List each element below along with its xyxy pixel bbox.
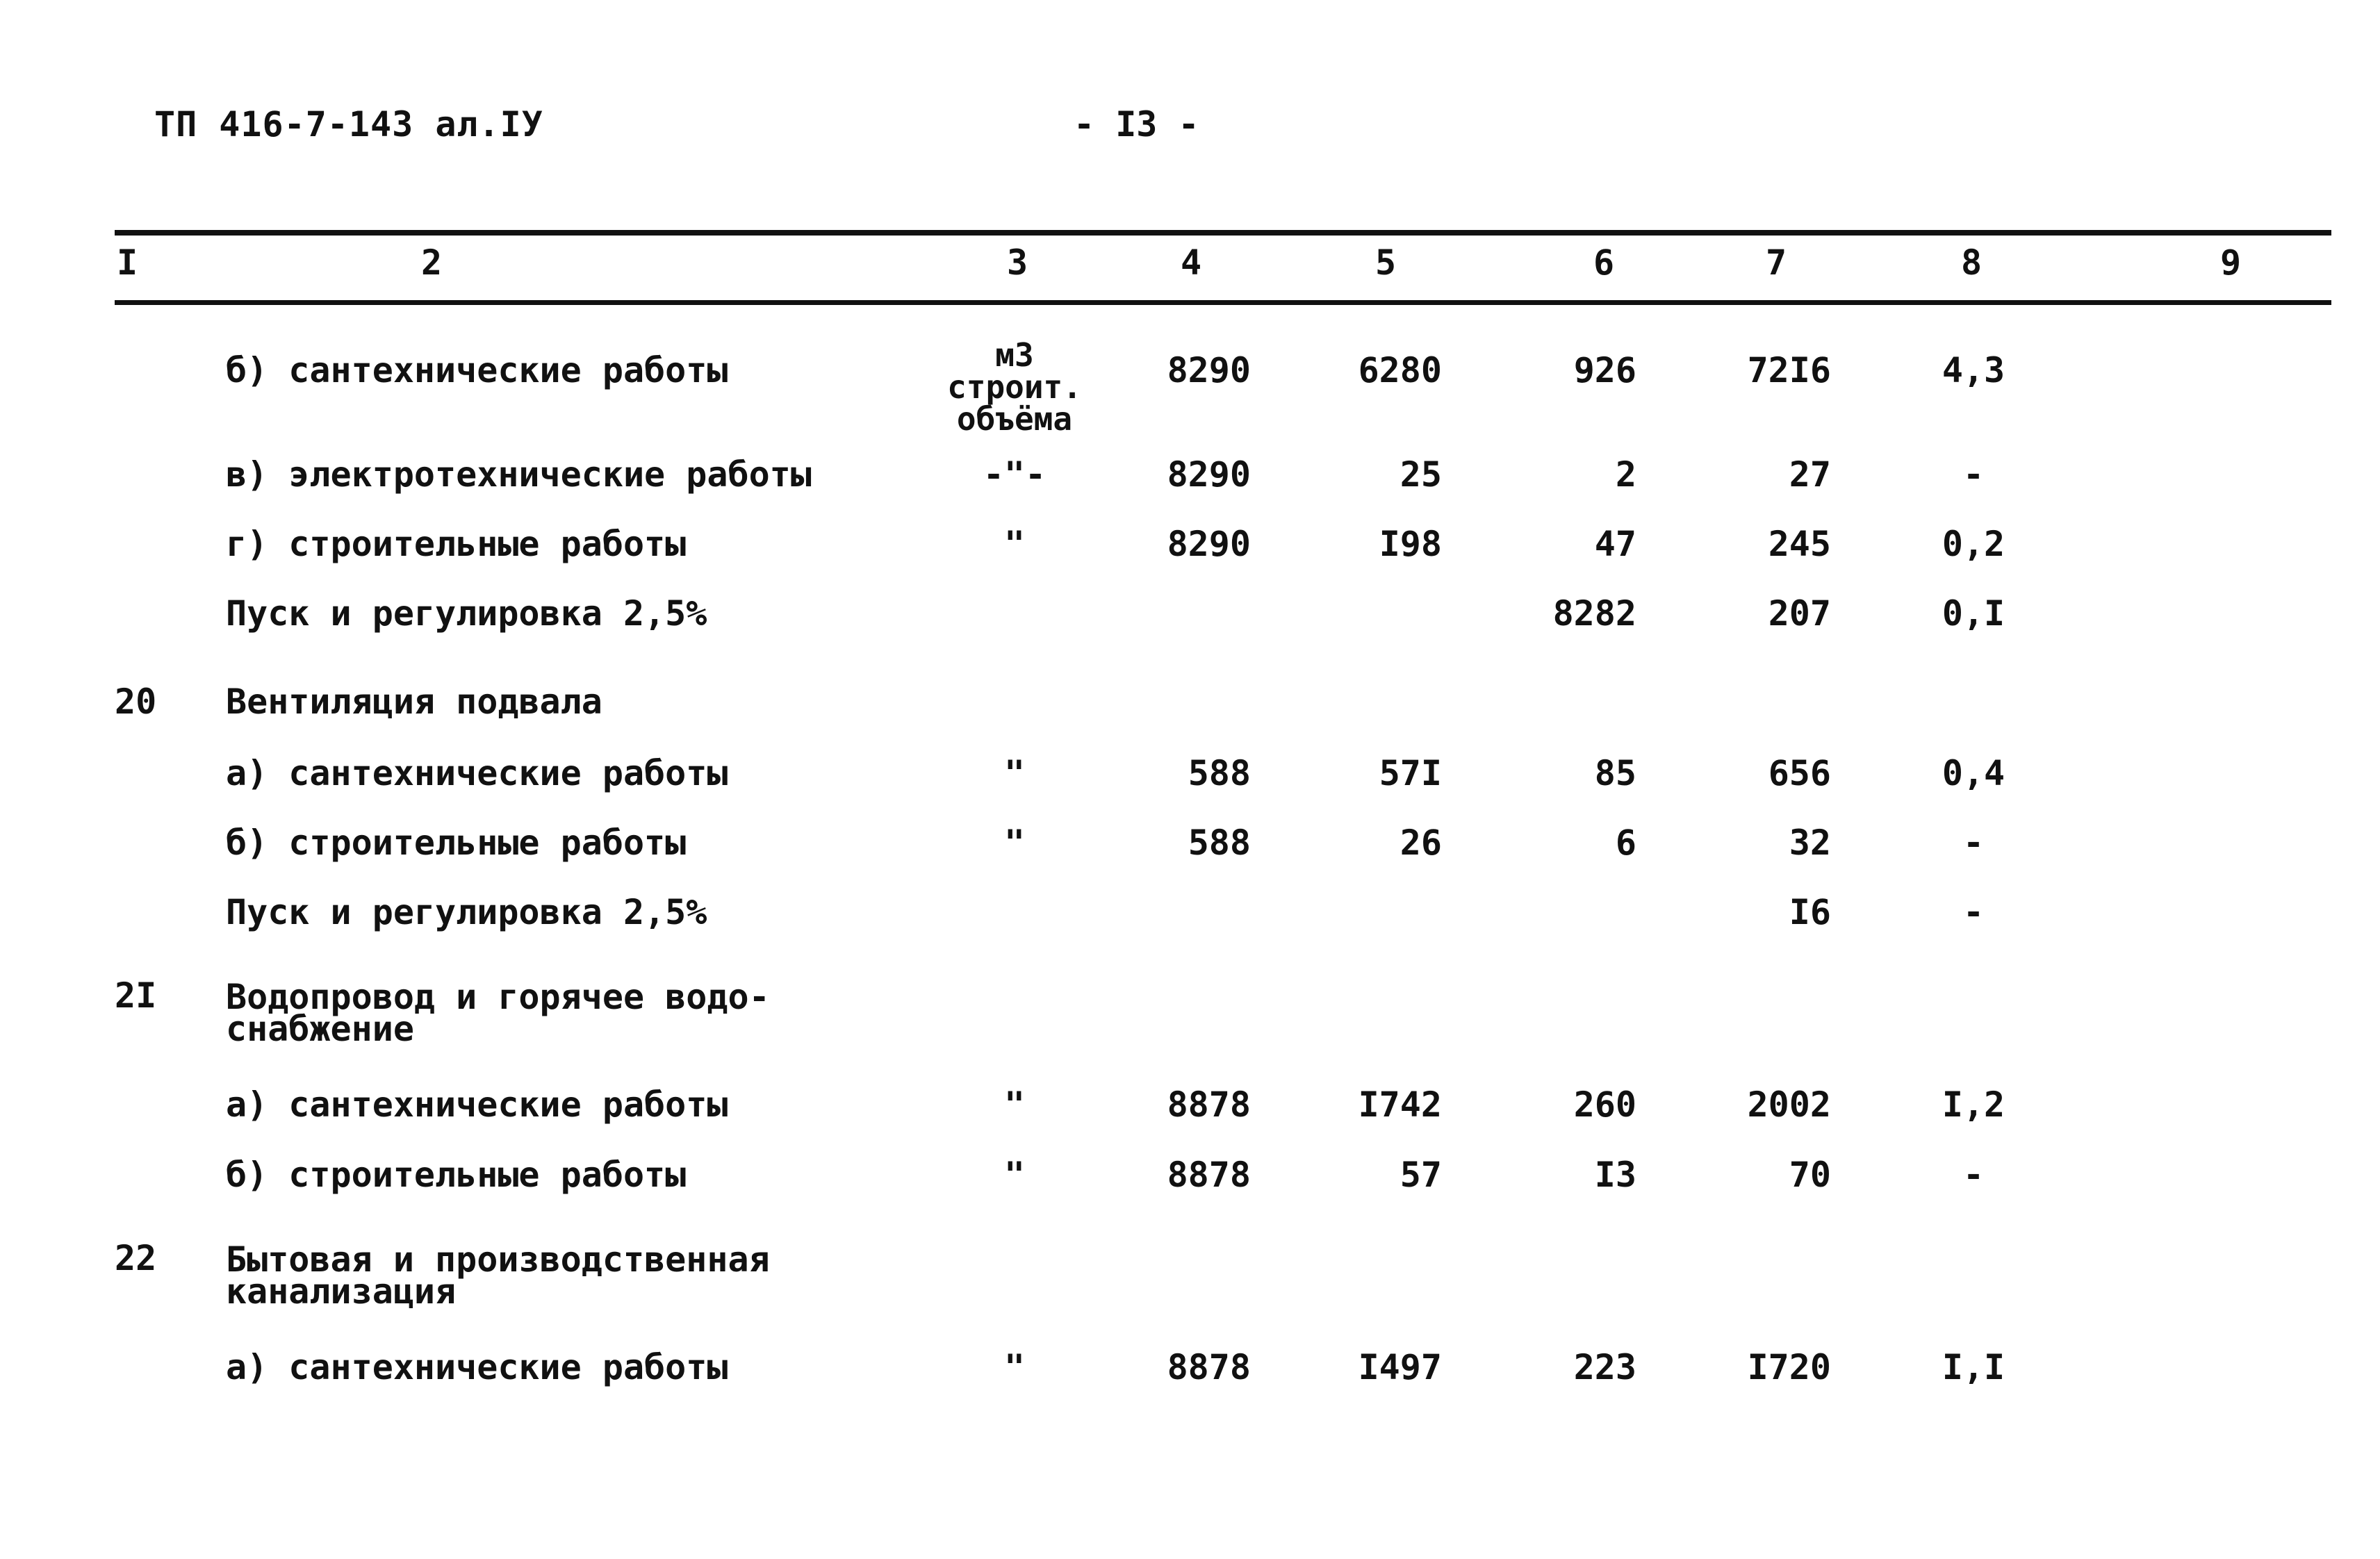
item-number: 2I: [115, 975, 157, 1016]
section-title: Вентиляция подвала: [226, 682, 602, 722]
value-col-7: 2002: [1747, 1084, 1831, 1125]
column-header-3: 3: [1007, 242, 1028, 283]
column-header-6: 6: [1593, 242, 1615, 283]
work-name: а) сантехнические работы: [226, 753, 728, 793]
value-col-7: 72I6: [1747, 350, 1831, 390]
table-top-rule: [115, 230, 2331, 236]
value-col-8: I,I: [1942, 1347, 2005, 1387]
unit-of-measure: ": [1003, 753, 1026, 793]
work-name: а) сантехнические работы: [226, 1347, 728, 1387]
value-col-7: I720: [1747, 1347, 1831, 1387]
work-name: а) сантехнические работы: [226, 1084, 728, 1125]
value-col-8: 0,2: [1942, 524, 2005, 564]
value-col-5: I742: [1358, 1084, 1442, 1125]
value-col-5: 6280: [1358, 350, 1442, 390]
value-col-4: 8290: [1167, 350, 1251, 390]
table-header-rule: [115, 300, 2331, 305]
column-header-4: 4: [1181, 242, 1202, 283]
value-col-8: I,2: [1942, 1084, 2005, 1125]
column-header-7: 7: [1766, 242, 1787, 283]
value-col-4: 8290: [1167, 524, 1251, 564]
value-col-8: 0,4: [1942, 753, 2005, 793]
value-col-7: 27: [1789, 454, 1831, 495]
work-name: в) электротехнические работы: [226, 454, 812, 495]
value-col-6: 47: [1594, 524, 1636, 564]
column-header-8: 8: [1961, 242, 1983, 283]
value-col-4: 588: [1188, 823, 1251, 863]
section-title: Водопровод и горячее водо- снабжение: [226, 977, 770, 1049]
value-col-7: 245: [1768, 524, 1831, 564]
value-col-6: 8282: [1552, 593, 1636, 634]
value-col-7: I6: [1789, 892, 1831, 932]
work-name: г) строительные работы: [226, 524, 687, 564]
document-code: ТП 416-7-143 ал.IУ: [154, 104, 543, 145]
unit-of-measure: ": [1003, 1347, 1026, 1387]
value-col-6: 926: [1573, 350, 1636, 390]
unit-of-measure: ": [1003, 1084, 1026, 1125]
unit-of-measure: ": [1003, 524, 1026, 564]
value-col-7: 32: [1789, 823, 1831, 863]
page-number: - I3 -: [1074, 104, 1199, 145]
value-col-8: -: [1962, 823, 1985, 863]
unit-of-measure: ": [1003, 823, 1026, 863]
work-name: б) строительные работы: [226, 1155, 687, 1195]
column-header-5: 5: [1375, 242, 1397, 283]
unit-of-measure: -"-: [983, 454, 1047, 495]
value-col-6: 2: [1615, 454, 1636, 495]
value-col-5: I98: [1379, 524, 1442, 564]
value-col-8: 4,3: [1942, 350, 2005, 390]
page-header: [0, 104, 2380, 153]
value-col-8: 0,I: [1942, 593, 2005, 634]
unit-of-measure: ": [1003, 1155, 1026, 1195]
value-col-4: 8878: [1167, 1084, 1251, 1125]
column-header-9: 9: [2220, 242, 2242, 283]
value-col-5: 57: [1400, 1155, 1442, 1195]
value-col-4: 8878: [1167, 1347, 1251, 1387]
section-title: Бытовая и производственная канализация: [226, 1239, 770, 1312]
work-name: б) строительные работы: [226, 823, 687, 863]
value-col-8: -: [1962, 1155, 1985, 1195]
value-col-5: 57I: [1379, 753, 1442, 793]
value-col-7: 70: [1789, 1155, 1831, 1195]
item-number: 22: [115, 1238, 157, 1278]
work-name: Пуск и регулировка 2,5%: [226, 892, 707, 932]
value-col-5: 26: [1400, 823, 1442, 863]
value-col-4: 8290: [1167, 454, 1251, 495]
unit-of-measure: м3 строит. объёма: [947, 336, 1082, 438]
value-col-6: I3: [1594, 1155, 1636, 1195]
value-col-6: 85: [1594, 753, 1636, 793]
value-col-4: 8878: [1167, 1155, 1251, 1195]
value-col-7: 656: [1768, 753, 1831, 793]
value-col-4: 588: [1188, 753, 1251, 793]
column-header-1: I: [117, 242, 138, 283]
value-col-8: -: [1962, 892, 1985, 932]
work-name: б) сантехнические работы: [226, 350, 728, 390]
value-col-6: 260: [1573, 1084, 1636, 1125]
item-number: 20: [115, 682, 157, 722]
value-col-7: 207: [1768, 593, 1831, 634]
value-col-6: 223: [1573, 1347, 1636, 1387]
value-col-5: 25: [1400, 454, 1442, 495]
value-col-5: I497: [1358, 1347, 1442, 1387]
column-header-2: 2: [421, 242, 443, 283]
value-col-8: -: [1962, 454, 1985, 495]
work-name: Пуск и регулировка 2,5%: [226, 593, 707, 634]
value-col-6: 6: [1615, 823, 1636, 863]
